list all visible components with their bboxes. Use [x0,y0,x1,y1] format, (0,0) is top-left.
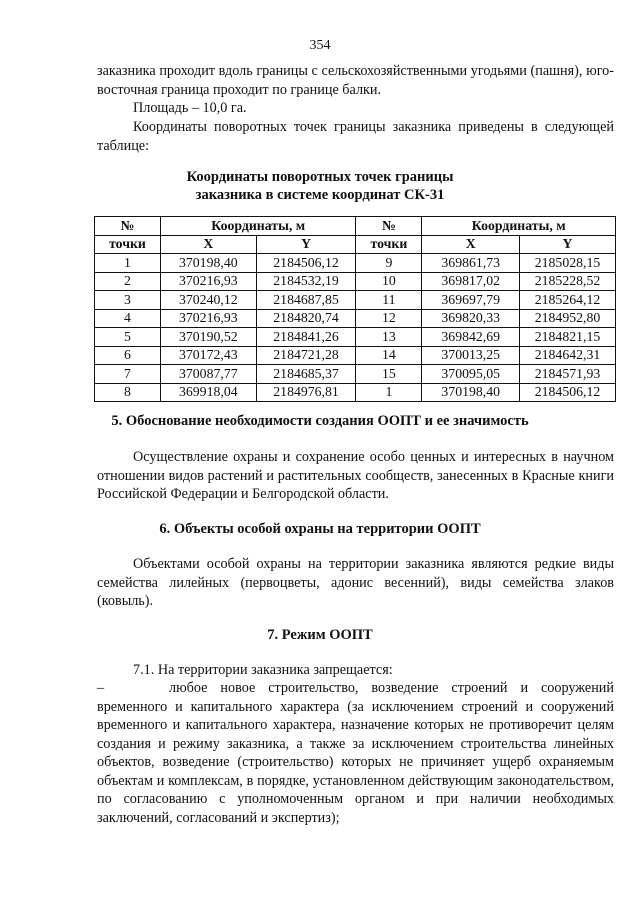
coord-x: 369817,02 [422,272,520,291]
coord-y: 2184820,74 [256,309,356,328]
table-header-row [95,217,616,236]
table-row [95,309,616,328]
table-title-line1: Координаты поворотных точек границы [186,169,454,185]
point-number: 7 [95,365,161,384]
point-number: 5 [95,328,161,347]
point-number: 6 [95,346,161,365]
coordinates-table [94,216,616,402]
coord-x: 370087,77 [160,365,256,384]
header-y-1: Y [256,235,356,254]
point-number: 3 [95,291,161,310]
coord-y: 2185228,52 [520,272,616,291]
table-title-line2: заказника в системе координат СК-31 [195,187,445,203]
coord-x: 369861,73 [422,254,520,273]
coord-y: 2184952,80 [520,309,616,328]
table-row [95,383,616,402]
section-7-heading: 7. Режим ООПТ [267,627,373,643]
coord-y: 2184506,12 [256,254,356,273]
point-number: 8 [95,383,161,402]
header-y-2: Y [520,235,616,254]
coord-x: 370190,52 [160,328,256,347]
header-x-2: X [422,235,520,254]
coord-y: 2184506,12 [520,383,616,402]
dash-marker: – [97,680,105,696]
point-number: 1 [356,383,422,402]
prohibition-text: любое новое строительство, возведение строений и сооружений временного и капитального характера (за исключением строений и сооружений временного и капитального характера, назначение которых не противоречит целям создания и режиму заказника, а также за исключением строительства линейных объектов, возведение (строительство) которых не причиняет ущерб охраняемым объектам и комплексам, в порядке, установленном действующим законодательством, по согласованию с уполномоченным органом и при наличии необходимых заключений, согласований и экспертиз); [97,680,614,826]
area-paragraph: Площадь – 10,0 га. [133,100,247,116]
coord-x: 370240,12 [160,291,256,310]
coord-x: 370013,25 [422,346,520,365]
page-number: 354 [309,38,331,53]
coord-y: 2184821,15 [520,328,616,347]
header-no-2: № [356,217,422,236]
coord-y: 2184532,19 [256,272,356,291]
header-no-1: № [95,217,161,236]
coord-y: 2185264,12 [520,291,616,310]
table-row [95,272,616,291]
coord-y: 2185028,15 [520,254,616,273]
coord-x: 370172,43 [160,346,256,365]
header-coords-1: Координаты, м [160,217,355,236]
coord-x: 370095,05 [422,365,520,384]
coord-x: 369820,33 [422,309,520,328]
point-number: 15 [356,365,422,384]
coord-x: 370216,93 [160,309,256,328]
coord-y: 2184685,37 [256,365,356,384]
point-number: 9 [356,254,422,273]
table-row [95,328,616,347]
point-number: 4 [95,309,161,328]
coord-y: 2184642,31 [520,346,616,365]
section-5-heading: 5. Обоснование необходимости создания ООПТ и ее значимость [111,413,529,429]
coord-x: 370216,93 [160,272,256,291]
point-number: 1 [95,254,161,273]
header-point-1: точки [95,235,161,254]
point-number: 13 [356,328,422,347]
coord-y: 2184687,85 [256,291,356,310]
table-row [95,254,616,273]
header-x-1: X [160,235,256,254]
point-number: 12 [356,309,422,328]
coord-y: 2184841,26 [256,328,356,347]
coord-x: 369918,04 [160,383,256,402]
section-6-heading: 6. Объекты особой охраны на территории ООПТ [159,521,481,537]
coords-intro-paragraph: Координаты поворотных точек границы заказника приведены в следующей таблице: [97,119,614,154]
coord-y: 2184976,81 [256,383,356,402]
table-row [95,365,616,384]
point-number: 11 [356,291,422,310]
table-row [95,291,616,310]
point-number: 2 [95,272,161,291]
point-number: 10 [356,272,422,291]
coord-x: 370198,40 [160,254,256,273]
section-7-item-1: 7.1. На территории заказника запрещается: [133,662,393,678]
coord-y: 2184721,28 [256,346,356,365]
intro-paragraph: заказника проходит вдоль границы с сельскохозяйственными угодьями (пашня), юго-восточная граница проходит по границе балки. [97,63,614,98]
section-7-prohibition-item [97,679,614,827]
coord-y: 2184571,93 [520,365,616,384]
section-6-text: Объектами особой охраны на территории заказника являются редкие виды семейства лилейных (первоцветы, адонис весенний), виды семейства злаков (ковыль). [97,556,614,609]
coord-x: 370198,40 [422,383,520,402]
coord-x: 369697,79 [422,291,520,310]
coord-x: 369842,69 [422,328,520,347]
table-subheader-row [95,235,616,254]
table-row [95,346,616,365]
section-5-text: Осуществление охраны и сохранение особо ценных и интересных в научном отношении видов растений и растительных сообществ, занесенных в Красные книги Российской Федерации и Белгородской области. [97,449,614,502]
point-number: 14 [356,346,422,365]
header-point-2: точки [356,235,422,254]
header-coords-2: Координаты, м [422,217,616,236]
